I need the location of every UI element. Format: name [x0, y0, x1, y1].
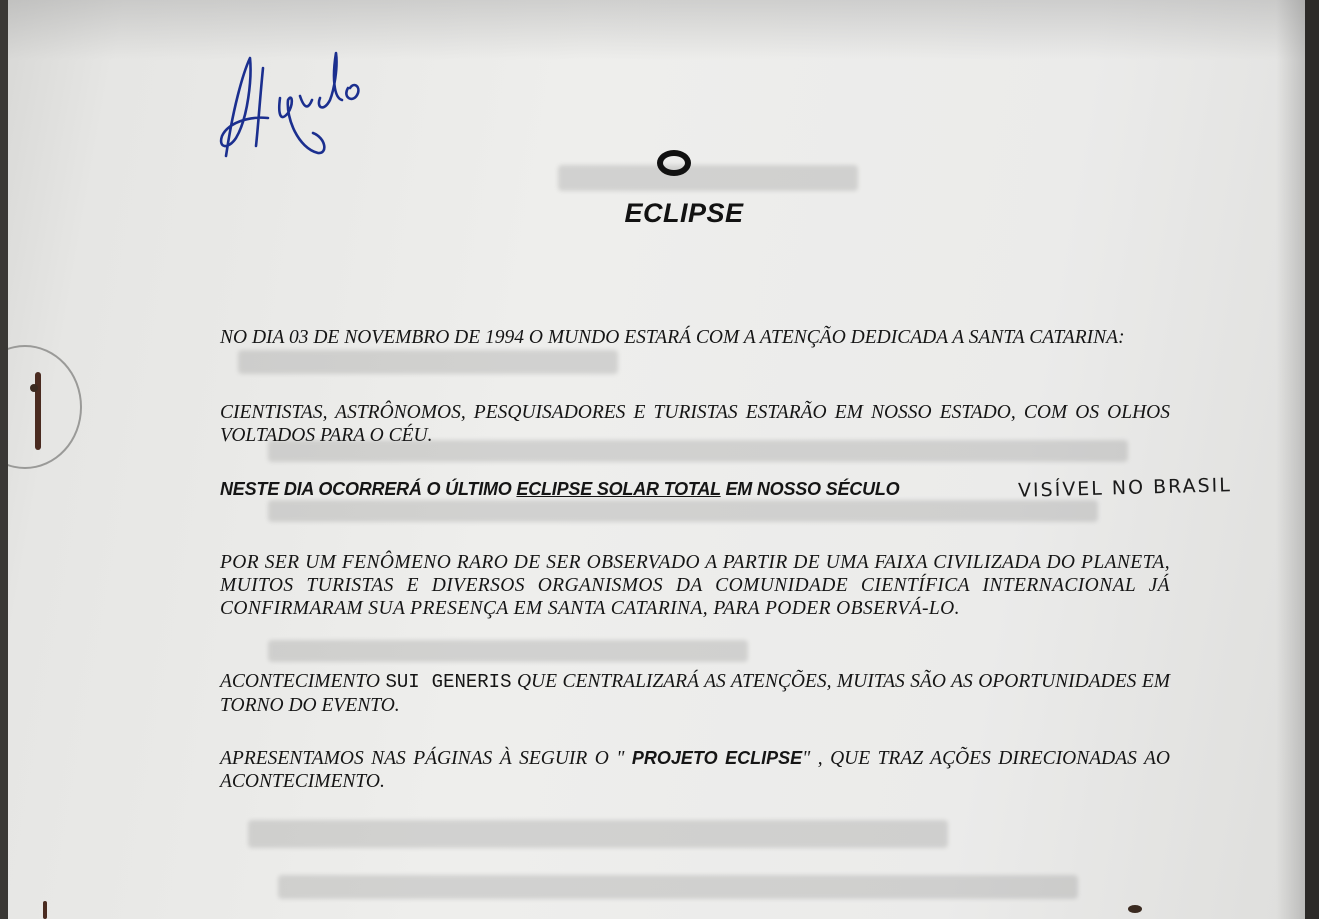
stain-mark — [30, 384, 38, 392]
paragraph-eclipse-announcement — [220, 478, 1020, 501]
paragraph-project — [220, 747, 1170, 793]
project-text-end: " , QUE TRAZ AÇÕES DIRECIONADAS AO ACONTECIMENTO. — [220, 748, 1170, 792]
sui-generis-term: SUI GENERIS — [385, 671, 512, 693]
document-title: ECLIPSE — [624, 198, 744, 228]
handwritten-signature — [208, 38, 428, 168]
announcement-text-end: EM NOSSO SÉCULO — [720, 479, 900, 499]
binding-arc — [8, 345, 82, 469]
paragraph-intro: NO DIA 03 DE NOVEMBRO DE 1994 O MUNDO ESTARÁ COM A ATENÇÃO DEDICADA A SANTA CATARINA: — [220, 327, 1125, 348]
stain-mark — [1128, 905, 1142, 913]
page-shadow-right — [1276, 0, 1306, 919]
opportunities-text: ACONTECIMENTO — [220, 671, 386, 692]
underlined-eclipse-phrase: ECLIPSE SOLAR TOTAL — [516, 479, 721, 499]
project-text: APRESENTAMOS NAS PÁGINAS À SEGUIR O " — [220, 748, 632, 769]
opportunities-text-end: QUE CENTRALIZARÁ AS ATENÇÕES, MUITAS SÃO AS OPORTUNIDADES EM TORNO DO EVENTO. — [220, 671, 1171, 716]
background-edge — [1305, 0, 1319, 919]
paragraph-rare-phenomenon: POR SER UM FENÔMENO RARO DE SER OBSERVADO A PARTIR DE UMA FAIXA CIVILIZADA DO PLANETA, MUITOS TURISTAS E DIVERSOS ORGANISMOS DA COMUNIDADE CIENTÍFICA INTERNACIONAL JÁ CONFIRMARAM SUA PRESENÇA EM SANTA CATARINA, PARA PODER OBSERVÁ-LO. — [220, 552, 1170, 619]
page-shadow-top — [8, 0, 1306, 60]
announcement-text: NESTE DIA OCORRERÁ O ÚLTIMO — [220, 479, 517, 499]
project-name: PROJETO ECLIPSE — [631, 748, 803, 768]
paragraph-visitors: CIENTISTAS, ASTRÔNOMOS, PESQUISADORES E TURISTAS ESTARÃO EM NOSSO ESTADO, COM OS OLHOS VOLTADOS PARA O CÉU. — [220, 402, 1170, 446]
handwritten-note: VISÍVEL NO BRASIL — [1017, 474, 1233, 502]
document-page — [8, 0, 1306, 919]
paragraph-opportunities — [220, 670, 1170, 717]
staple — [43, 901, 47, 919]
eclipse-symbol-icon — [657, 150, 691, 176]
